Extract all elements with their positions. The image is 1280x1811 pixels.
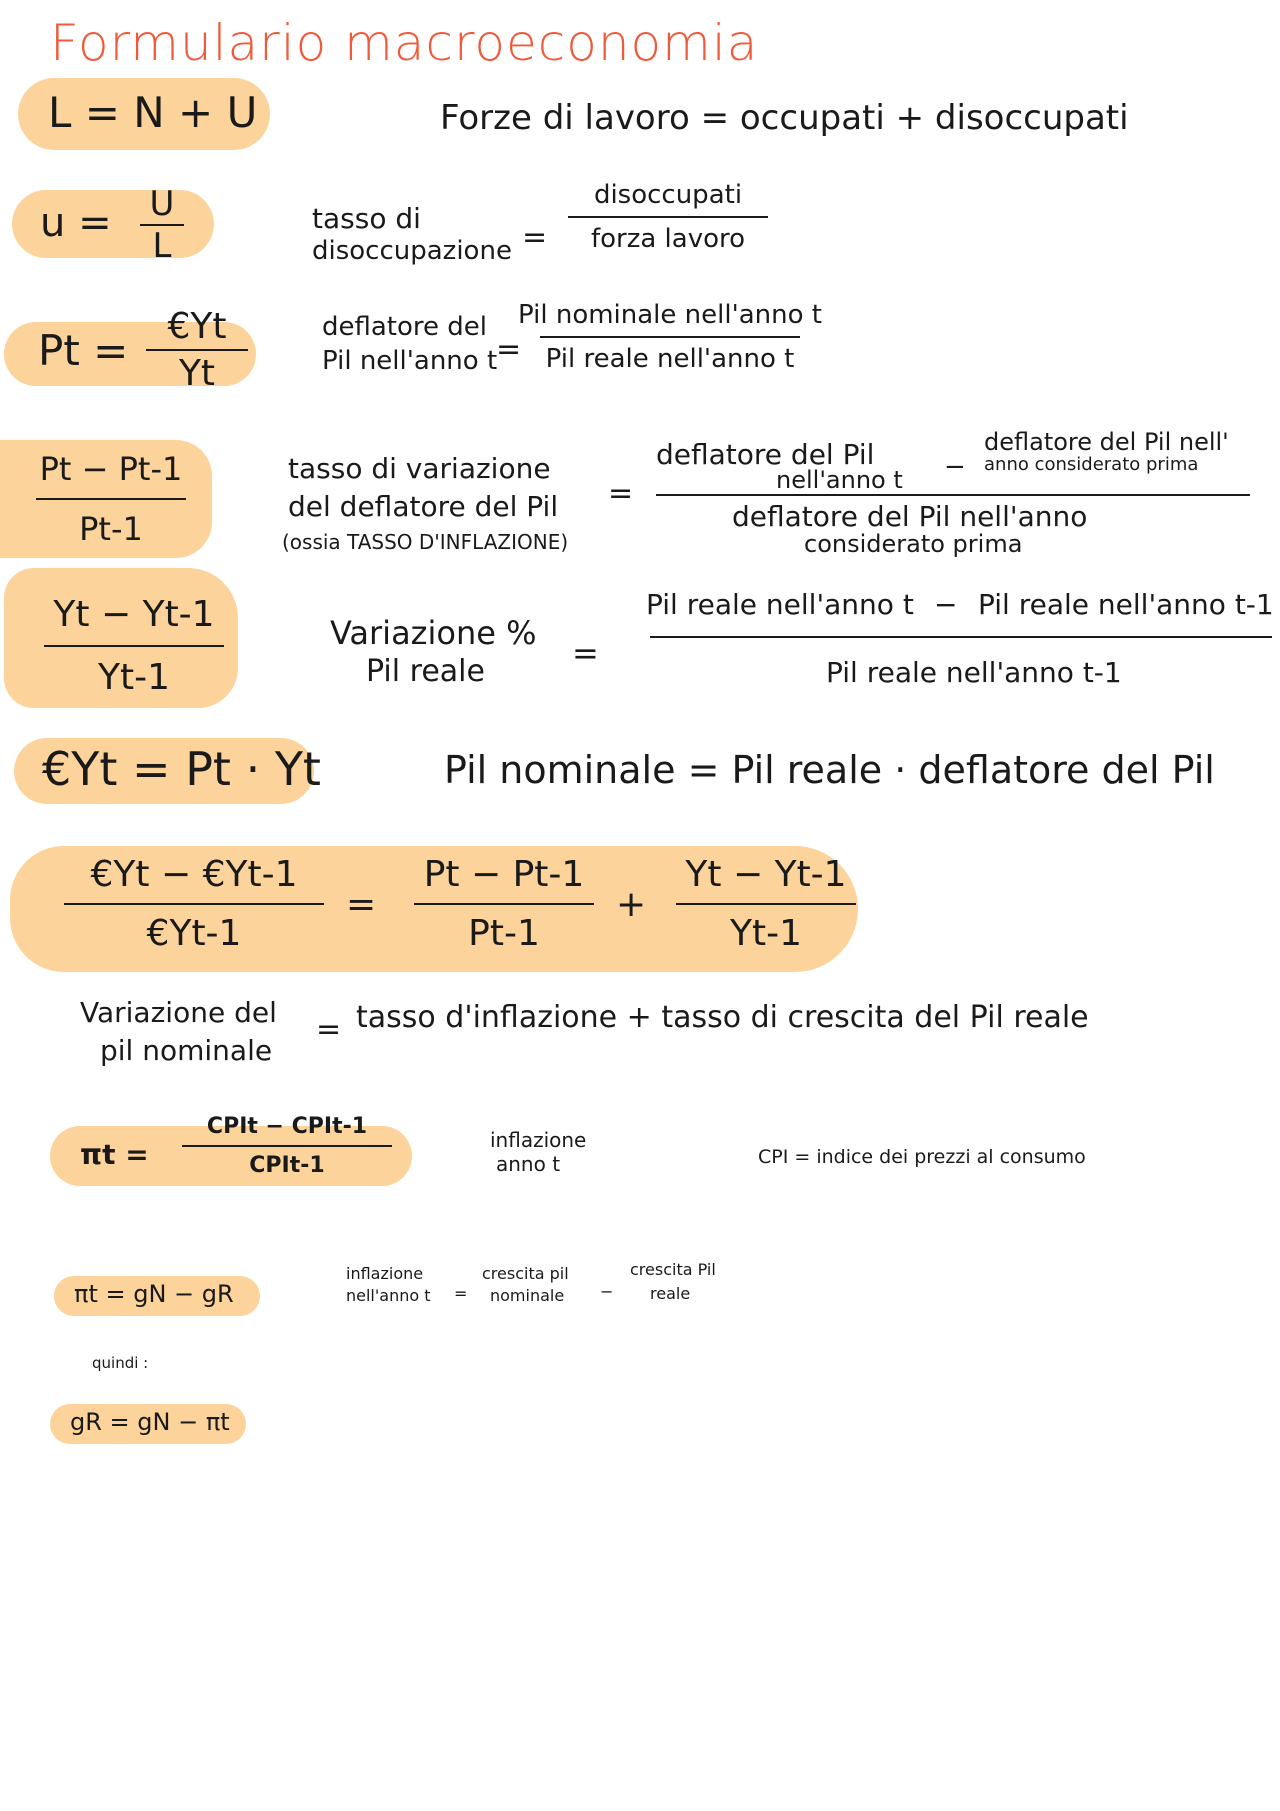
desc-nominal-growth-lhs-2: pil nominale (100, 1034, 273, 1067)
formula-nominal-gdp: €Yt = Pt · Yt (42, 742, 321, 796)
formula-inflation-fraction (414, 854, 594, 954)
desc-inflation-num-b: deflatore del Pil nell' (984, 428, 1229, 456)
desc-inflation-rate-lhs-1: tasso di variazione (288, 452, 551, 485)
formula-labor-force: L = N + U (48, 88, 258, 137)
fraction-bar (146, 349, 248, 351)
formula-inflation-growth: πt = gN − gR (74, 1280, 234, 1308)
fraction-numerator: disoccupati (593, 180, 743, 210)
desc-inflation-den-2: considerato prima (804, 530, 1023, 558)
fraction-bar (656, 494, 1250, 496)
fraction-denominator: Pt-1 (468, 913, 540, 954)
desc-inflation-year-2: nell'anno t (346, 1286, 431, 1305)
desc-nominal-growth-1: crescita pil (482, 1264, 569, 1283)
desc-deflator-fraction (518, 300, 822, 374)
fraction-denominator: Yt-1 (730, 913, 802, 954)
quindi-label: quindi : (92, 1354, 149, 1372)
fraction-denominator: Yt (178, 353, 216, 394)
desc-nominal-growth-lhs-1: Variazione del (80, 996, 277, 1029)
desc-unemployment-lhs-2: disoccupazione (312, 236, 512, 266)
formula-real-growth: gR = gN − πt (70, 1408, 230, 1436)
desc-cpi-inflation-1: inflazione (490, 1128, 587, 1152)
desc-unemployment-lhs-1: tasso di (312, 202, 421, 235)
fraction-numerator: €Yt − €Yt-1 (90, 854, 298, 895)
fraction-numerator: €Yt (167, 306, 227, 347)
fraction-numerator: Pil nominale nell'anno t (518, 300, 822, 330)
fraction-bar (64, 903, 324, 905)
equals-sign: = (316, 1012, 342, 1047)
desc-nominal-growth-2: nominale (490, 1286, 565, 1305)
desc-nominal-gdp: Pil nominale = Pil reale · deflatore del Pil (444, 748, 1215, 792)
minus-sign: − (600, 1282, 614, 1301)
fraction-numerator: Yt − Yt-1 (685, 854, 847, 895)
fraction-bar (650, 636, 1272, 638)
desc-labor-force: Forze di lavoro = occupati + disoccupati (440, 98, 1129, 138)
formula-real-gdp-growth-fraction (44, 594, 224, 698)
fraction-numerator: Pt − Pt-1 (39, 450, 183, 488)
desc-real-gdp-num-a: Pil reale nell'anno t (646, 588, 914, 621)
plus-sign: + (616, 884, 647, 925)
cpi-note: CPI = indice dei prezzi al consumo (758, 1146, 1086, 1168)
fraction-denominator: Pt-1 (79, 510, 143, 548)
desc-inflation-rate-lhs-3: (ossia TASSO D'INFLAZIONE) (282, 530, 569, 554)
equals-sign: = (346, 884, 377, 925)
equals-sign: = (496, 332, 522, 367)
equals-sign: = (522, 220, 548, 255)
desc-inflation-num-b2: anno considerato prima (984, 454, 1199, 475)
fraction-numerator: CPIt − CPIt-1 (206, 1114, 368, 1139)
desc-real-gdp-lhs-2: Pil reale (366, 654, 485, 689)
formula-inflation-rate-fraction (36, 450, 186, 548)
fraction-bar (44, 645, 224, 647)
fraction-numerator: Pt − Pt-1 (423, 854, 585, 895)
desc-inflation-num-a: deflatore del Pil (656, 438, 875, 471)
desc-inflation-den-1: deflatore del Pil nell'anno (732, 500, 1088, 533)
desc-cpi-inflation-2: anno t (496, 1152, 561, 1176)
desc-inflation-rate-lhs-2: del deflatore del Pil (288, 490, 559, 523)
fraction-denominator: forza lavoro (590, 224, 746, 254)
desc-inflation-year-1: inflazione (346, 1264, 424, 1283)
fraction-bar (568, 216, 768, 218)
fraction-denominator: CPIt-1 (249, 1153, 325, 1178)
formula-unemployment-lhs: u = (40, 200, 112, 246)
formula-deflator-fraction (146, 306, 248, 394)
fraction-bar (414, 903, 594, 905)
desc-real-gdp-num-b: Pil reale nell'anno t-1 (978, 588, 1274, 621)
fraction-bar (676, 903, 856, 905)
page-title: Formulario macroeconomia (50, 14, 759, 72)
desc-inflation-num-a2: nell'anno t (776, 466, 903, 494)
desc-real-growth-2: reale (650, 1284, 691, 1303)
fraction-bar (540, 336, 800, 338)
minus-sign: − (934, 588, 958, 621)
desc-unemployment-fraction (568, 180, 768, 254)
desc-real-gdp-den: Pil reale nell'anno t-1 (826, 656, 1122, 689)
fraction-bar (182, 1145, 392, 1147)
fraction-denominator: €Yt-1 (146, 913, 242, 954)
fraction-numerator: Yt − Yt-1 (53, 594, 215, 635)
desc-deflator-lhs-2: Pil nell'anno t (322, 346, 498, 376)
formula-deflator-lhs: Pt = (38, 326, 129, 375)
formula-cpi-inflation-fraction (182, 1114, 392, 1178)
formula-nominal-growth-fraction (64, 854, 324, 954)
desc-real-gdp-lhs-1: Variazione % (330, 614, 537, 652)
equals-sign: = (572, 634, 599, 672)
fraction-denominator: Yt-1 (98, 657, 170, 698)
fraction-denominator: L (152, 226, 172, 266)
desc-nominal-growth-rhs: tasso d'inflazione + tasso di crescita del Pil reale (356, 1000, 1089, 1035)
desc-real-growth-1: crescita Pil (630, 1260, 716, 1279)
formula-real-growth-fraction (676, 854, 856, 954)
desc-deflator-lhs-1: deflatore del (322, 312, 488, 342)
equals-sign: = (608, 476, 634, 511)
minus-sign: − (944, 452, 966, 482)
fraction-bar (36, 498, 186, 500)
formula-unemployment-fraction (140, 184, 184, 266)
equals-sign: = (454, 1284, 468, 1303)
fraction-numerator: U (149, 184, 175, 224)
formula-cpi-inflation-lhs: πt = (80, 1138, 149, 1171)
fraction-denominator: Pil reale nell'anno t (545, 344, 795, 374)
